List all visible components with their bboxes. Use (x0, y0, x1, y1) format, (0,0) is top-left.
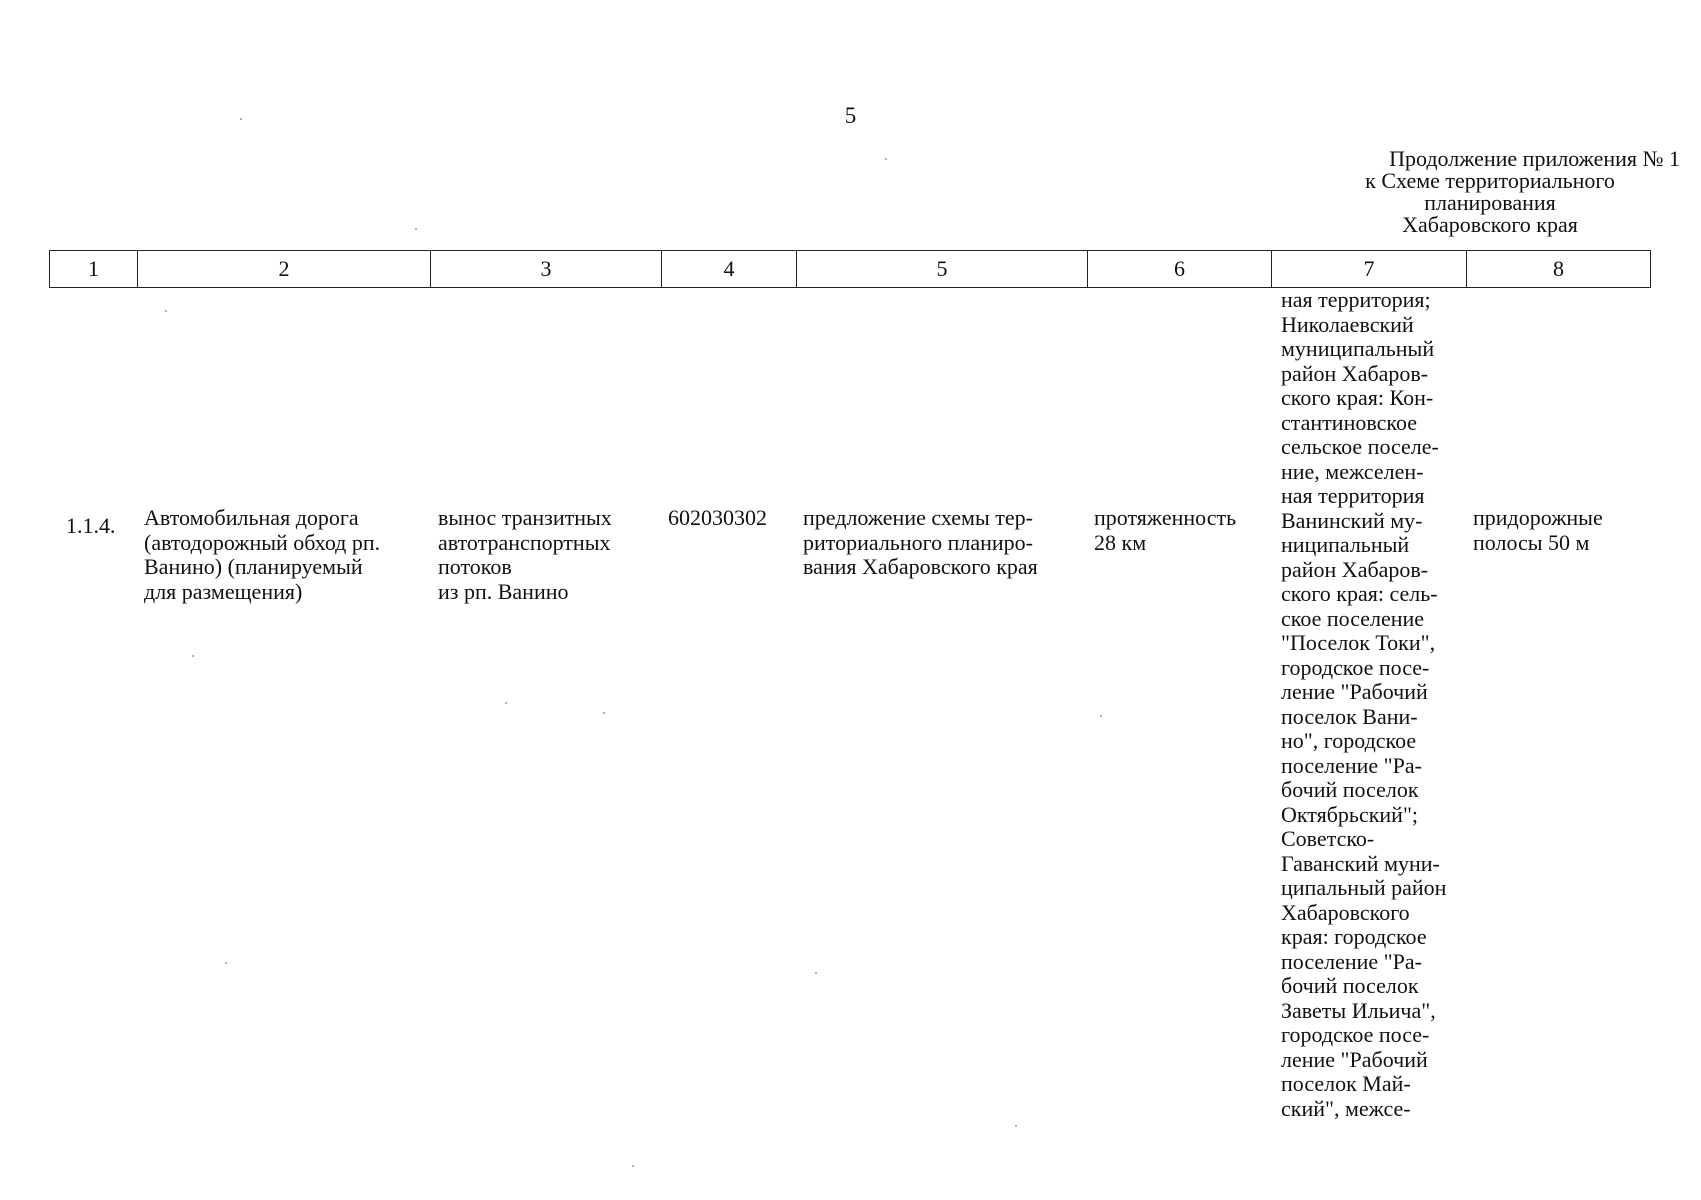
scan-speck (225, 962, 227, 964)
scan-speck (1100, 715, 1102, 717)
column-number-4: 4 (662, 251, 797, 288)
scan-speck (505, 702, 507, 704)
appendix-note-line3: планирования (1424, 190, 1556, 215)
object-characteristics: протяженность 28 км (1094, 505, 1237, 555)
object-code: 602030302 (668, 505, 767, 530)
column-number-6: 6 (1088, 251, 1272, 288)
scan-speck (815, 972, 817, 974)
object-zones: придорожные полосы 50 м (1473, 505, 1603, 555)
column-number-3: 3 (431, 251, 662, 288)
appendix-note (1300, 148, 1680, 236)
scan-speck (165, 310, 167, 312)
scan-speck (603, 712, 605, 714)
column-number-1: 1 (50, 251, 138, 288)
appendix-note-line2: к Схеме территориального (1365, 168, 1615, 193)
appendix-note-line1: Продолжение приложения № 1 (1389, 146, 1680, 171)
table-row (49, 288, 1650, 1148)
row-number: 1.1.4. (66, 513, 116, 538)
column-number-header (49, 250, 1651, 288)
object-basis: предложение схемы тер- риториального планиро- вания Хабаровского края (803, 505, 1038, 579)
scan-speck (415, 228, 417, 230)
scan-speck (632, 1165, 634, 1167)
scan-speck (1015, 1125, 1017, 1127)
column-number-8: 8 (1467, 251, 1651, 288)
scan-speck (885, 158, 887, 160)
appendix-note-line4: Хабаровского края (1402, 212, 1578, 237)
column-number-5: 5 (797, 251, 1088, 288)
object-purpose: вынос транзитных автотранспортных потоков из рп. Ванино (438, 505, 612, 604)
scan-speck (192, 655, 194, 657)
object-name: Автомобильная дорога (автодорожный обход рп. Ванино) (планируемый для размещения) (144, 505, 381, 604)
page-number: 5 (844, 103, 857, 128)
scan-speck (240, 118, 242, 120)
column-number-7: 7 (1272, 251, 1467, 288)
object-location: ная территория; Николаевский муниципальный район Хабаров- ского края: Кон- стантиновское сельское поселе- ние, межселен- ная территория Ванинский му- ниципальный район Хабаров- ского края: сель- ское поселение "Поселок Токи", городское посе- ление "Рабочий поселок Вани- но", городское поселение "Ра- бочий поселок Октябрьский"; Советско- Гаванский муни- ципальный район Хабаровского края: городское поселение "Ра- бочий поселок Заветы Ильича", городское посе- ление "Рабочий поселок Май- ский", межсе- (1281, 287, 1447, 1121)
column-number-2: 2 (138, 251, 431, 288)
